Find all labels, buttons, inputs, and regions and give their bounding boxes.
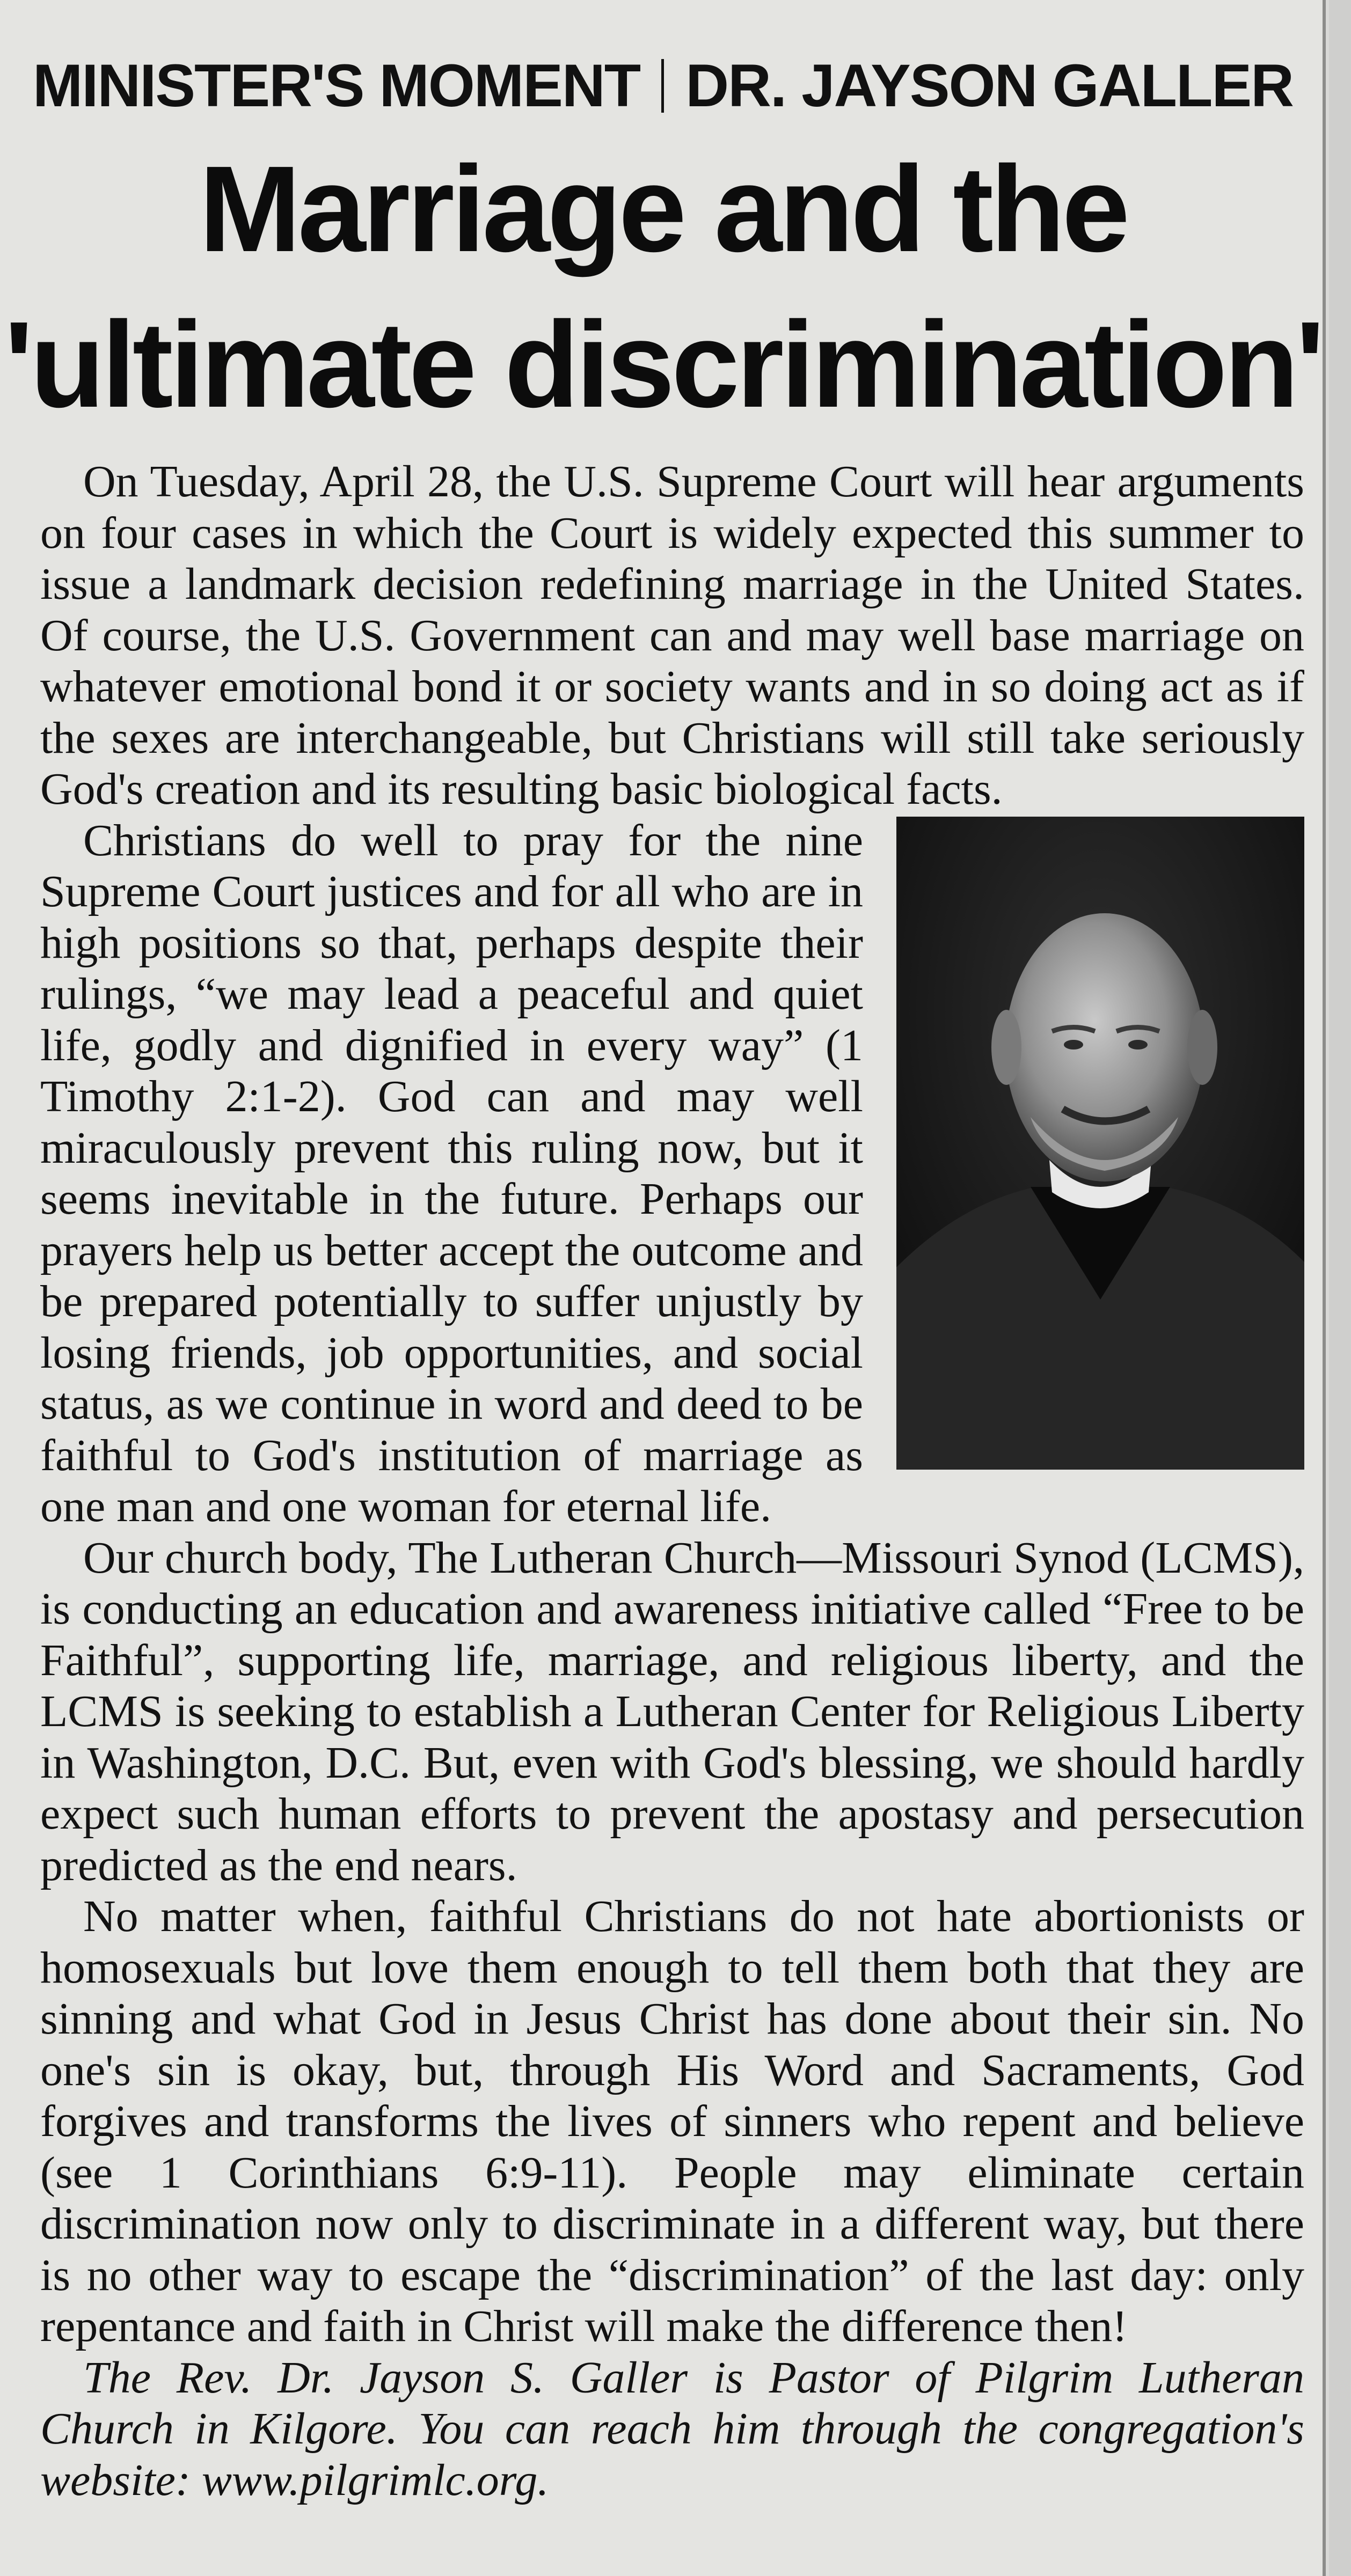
column-label: MINISTER'S MOMENT — [32, 52, 640, 119]
paragraph-3: Our church body, The Lutheran Church—Missouri Synod (LCMS), is conducting an education and awareness initiative called “Free to be Faithful”, supporting life, marriage, and religious liberty, and the LCMS is seeking to establish a Lutheran Center for Religious Liberty in Washington, D.C. But, even with God's blessing, we should hardly expect such human efforts to prevent the apostasy and persecution predicted as the end nears. — [40, 1532, 1304, 1890]
paragraph-2-text: Christians do well to pray for the nine Supreme Court justices and for all who are in high positions so that, perhaps despite their rulings, “we may lead a peaceful and quiet life, godly and dignified in every way” (1 Timothy 2:1-2). God can and may well miraculously prevent this ruling now, but it seems inevitable in the future. Perhaps our prayers help us better accept the outcome and be prepared potentially to suffer unjustly by losing friends, job opportunities, and social status, as we continue in word and deed to be faithful to God's institution of marriage as one man and one woman for eternal life. — [40, 815, 863, 1531]
headline-line-2: 'ultimate discrimination' — [4, 297, 1322, 433]
portrait-image — [896, 817, 1304, 1470]
article-body — [40, 456, 1304, 2506]
kicker-divider — [661, 59, 664, 113]
author-bio: The Rev. Dr. Jayson S. Galler is Pastor of Pilgrim Lutheran Church in Kilgore. You can reach him through the congregation's website: www.pilgrimlc.org. — [40, 2352, 1304, 2505]
page-edge — [1329, 0, 1351, 2576]
headline-line-1: Marriage and the — [199, 141, 1127, 277]
column-kicker — [0, 51, 1326, 121]
paragraph-2 — [40, 815, 1304, 1532]
paragraph-1: On Tuesday, April 28, the U.S. Supreme Court will hear arguments on four cases in which the Court is widely expected this summer to issue a landmark decision redefining marriage in the United States. Of course, the U.S. Government can and may well base marriage on whatever emotional bond it or society wants and in so doing act as if the sexes are interchangeable, but Christians will still take seriously God's creation and its resulting basic biological facts. — [40, 457, 1304, 814]
headline — [0, 131, 1326, 443]
paragraph-4: No matter when, faithful Christians do not hate abortionists or homosexuals but love them enough to tell them both that they are sinning and what God in Jesus Christ has done about their sin. No one's sin is okay, but, through His Word and Sacraments, God forgives and transforms the lives of sinners who repent and believe (see 1 Corinthians 6:9-11). People may eliminate certain discrimination now only to discriminate in a different way, but there is no other way to escape the “discrimination” of the last day: only repentance and faith in Christ will make the difference then! — [40, 1891, 1304, 2351]
author-photo — [896, 817, 1304, 1470]
column-author: DR. JAYSON GALLER — [685, 52, 1294, 119]
